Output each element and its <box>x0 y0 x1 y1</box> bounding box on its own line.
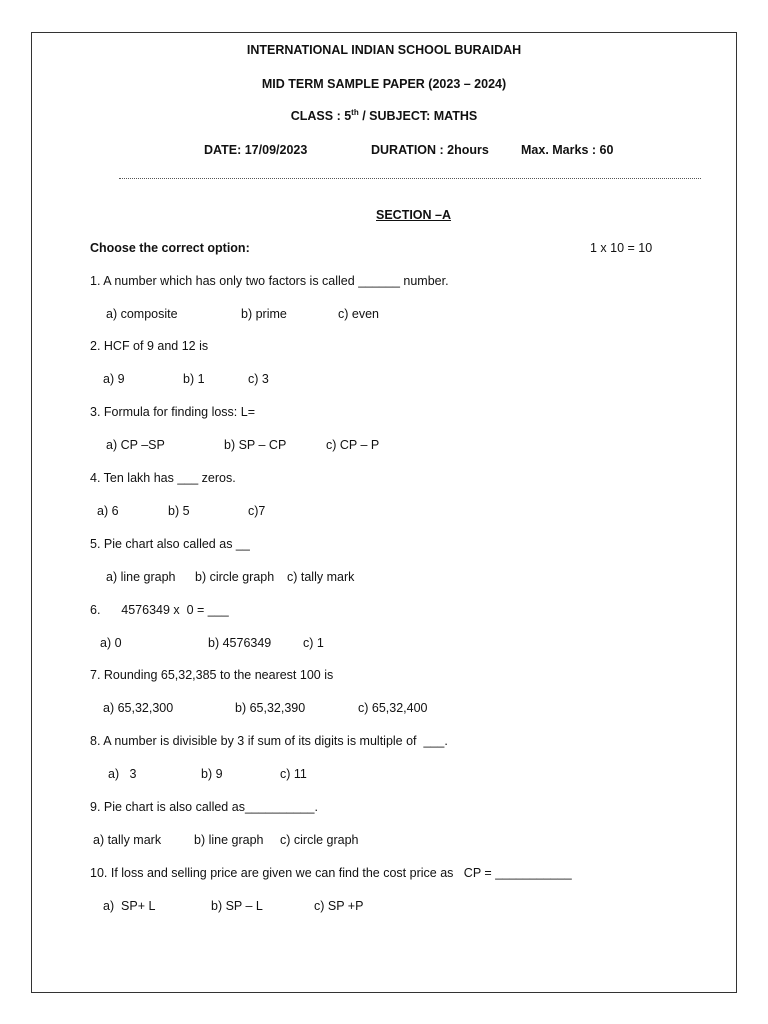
q4-option-b: b) 5 <box>168 504 190 518</box>
q10-option-b: b) SP – L <box>211 899 263 913</box>
exam-date: DATE: 17/09/2023 <box>204 143 308 157</box>
class-prefix: CLASS : 5 <box>290 109 352 123</box>
q10-option-a: a) SP+ L <box>103 899 156 913</box>
q2-option-b: b) 1 <box>183 372 205 386</box>
q6-option-a: a) 0 <box>100 636 122 650</box>
q9-option-b: b) line graph <box>194 833 264 847</box>
section-instruction: Choose the correct option: <box>90 241 250 255</box>
q8-option-b: b) 9 <box>201 767 223 781</box>
question-3: 3. Formula for finding loss: L= <box>90 405 256 419</box>
q8-option-a: a) 3 <box>108 767 137 781</box>
q5-option-a: a) line graph <box>106 570 176 584</box>
question-5: 5. Pie chart also called as __ <box>90 537 250 551</box>
q3-option-b: b) SP – CP <box>224 438 287 452</box>
q1-option-c: c) even <box>338 307 379 321</box>
q2-option-a: a) 9 <box>103 372 125 386</box>
question-7: 7. Rounding 65,32,385 to the nearest 100 is <box>90 668 334 682</box>
q7-option-a: a) 65,32,300 <box>103 701 174 715</box>
q4-option-c: c)7 <box>248 504 266 518</box>
q3-option-a: a) CP –SP <box>106 438 165 452</box>
question-10: 10. If loss and selling price are given we can find the cost price as CP = ___________ <box>90 866 572 880</box>
class-subject <box>0 108 768 124</box>
question-6: 6. 4576349 x 0 = ___ <box>90 603 229 617</box>
class-superscript: th <box>351 107 359 117</box>
section-marks: 1 x 10 = 10 <box>590 241 653 255</box>
question-4: 4. Ten lakh has ___ zeros. <box>90 471 236 485</box>
q5-option-b: b) circle graph <box>195 570 275 584</box>
exam-duration: DURATION : 2hours <box>371 143 489 157</box>
q1-option-a: a) composite <box>106 307 178 321</box>
subject-text: / SUBJECT: MATHS <box>358 109 478 123</box>
q7-option-c: c) 65,32,400 <box>358 701 428 715</box>
q3-option-c: c) CP – P <box>326 438 380 452</box>
q7-option-b: b) 65,32,390 <box>235 701 306 715</box>
max-marks: Max. Marks : 60 <box>521 143 614 157</box>
page-border <box>31 32 737 993</box>
q9-option-c: c) circle graph <box>280 833 359 847</box>
q10-option-c: c) SP +P <box>314 899 364 913</box>
q2-option-c: c) 3 <box>248 372 269 386</box>
q8-option-c: c) 11 <box>280 767 307 781</box>
question-8: 8. A number is divisible by 3 if sum of its digits is multiple of ___. <box>90 734 448 748</box>
q1-option-b: b) prime <box>241 307 287 321</box>
paper-title: MID TERM SAMPLE PAPER (2023 – 2024) <box>261 77 507 91</box>
q9-option-a: a) tally mark <box>93 833 162 847</box>
question-2: 2. HCF of 9 and 12 is <box>90 339 209 353</box>
section-title: SECTION –A <box>376 208 452 222</box>
dotted-divider <box>119 178 701 181</box>
school-name: INTERNATIONAL INDIAN SCHOOL BURAIDAH <box>246 43 522 57</box>
question-9: 9. Pie chart is also called as__________. <box>90 800 318 814</box>
question-1: 1. A number which has only two factors is called ______ number. <box>90 274 449 288</box>
q6-option-b: b) 4576349 <box>208 636 272 650</box>
q4-option-a: a) 6 <box>97 504 119 518</box>
q5-option-c: c) tally mark <box>287 570 355 584</box>
q6-option-c: c) 1 <box>303 636 324 650</box>
